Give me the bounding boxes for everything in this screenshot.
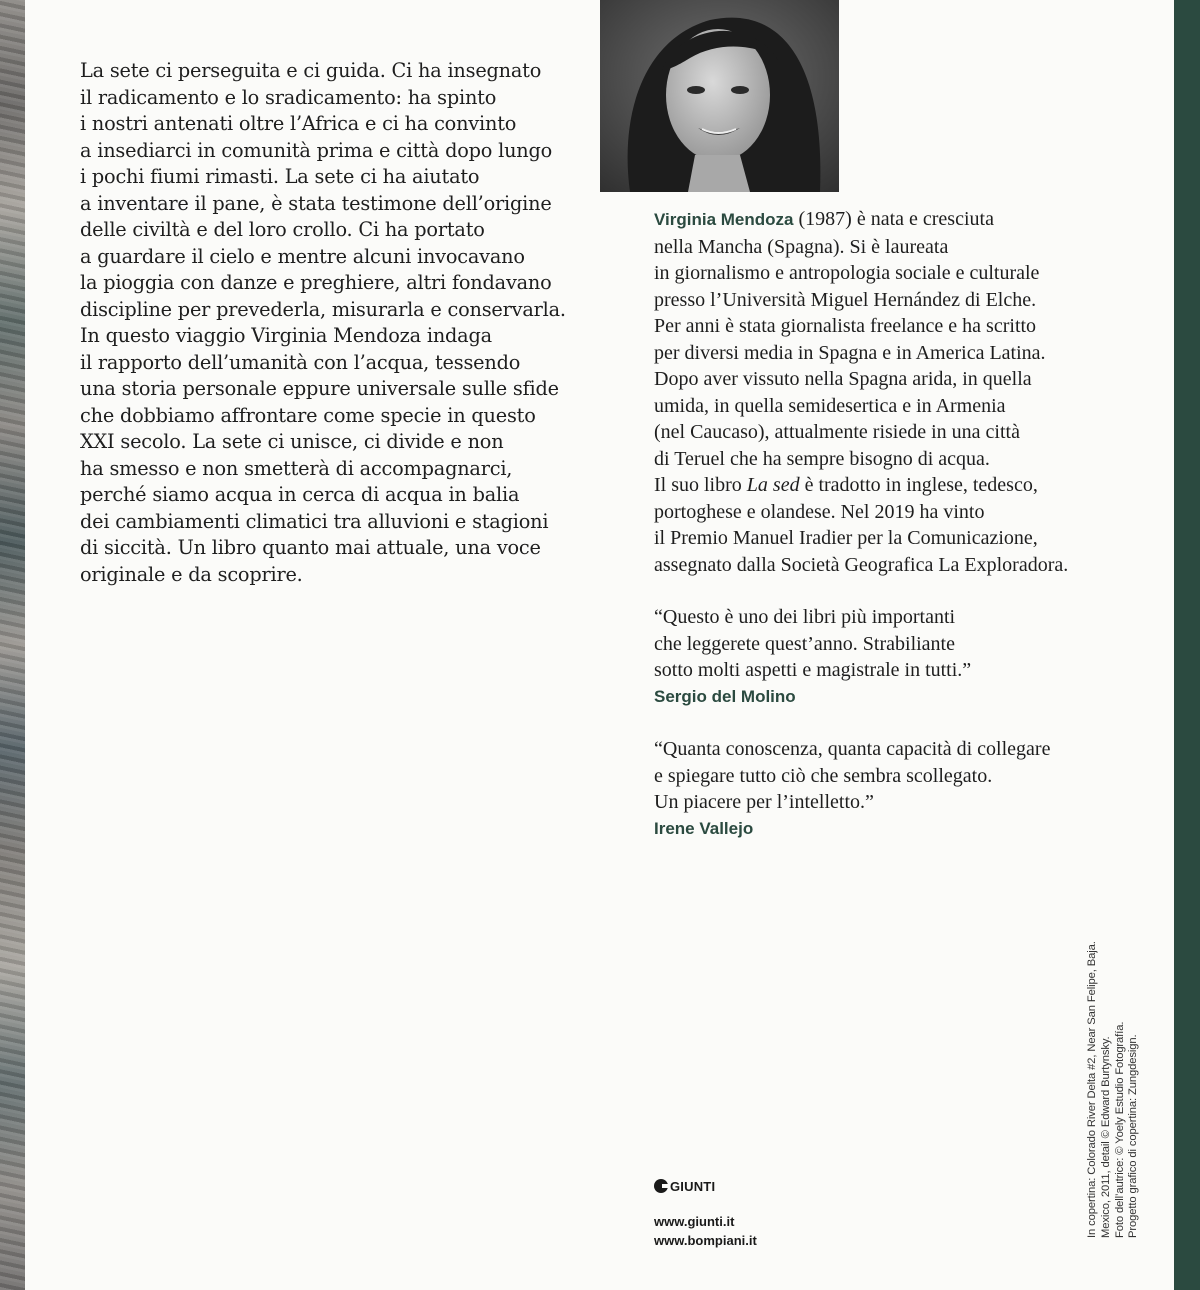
spine-edge: [1174, 0, 1200, 1290]
blurb-line: In questo viaggio Virginia Mendoza indaga: [80, 324, 492, 347]
bio-line: umida, in quella semidesertica e in Armenia: [654, 394, 1006, 417]
bio-line: portoghese e olandese. Nel 2019 ha vinto: [654, 500, 985, 523]
blurb-line: i nostri antenati oltre l’Africa e ci ha convinto: [80, 112, 517, 135]
blurb-line: originale e da scoprire.: [80, 562, 303, 586]
blurb-line: i pochi fiumi rimasti. La sete ci ha aiutato: [80, 165, 480, 188]
bio-line: Per anni è stata giornalista freelance e ha scritto: [654, 315, 1037, 337]
bio-line-rest: (1987) è nata e cresciuta: [793, 208, 994, 230]
credit-line: In copertina: Colorado River Delta #2, Near San Felipe, Baja.: [1086, 941, 1098, 1238]
blurb-line: delle civiltà e del loro crollo. Ci ha portato: [80, 218, 485, 241]
blurb-line: a insediarci in comunità prima e città dopo lungo: [80, 138, 553, 162]
review-quote: [654, 604, 1154, 710]
cover-photo-edge: [0, 0, 25, 1290]
book-line-post: è tradotto in inglese, tedesco,: [799, 474, 1038, 496]
blurb-line: discipline per prevederla, misurarla e conservarla.: [80, 297, 566, 321]
blurb-line: una storia personale eppure universale sulle sfide: [80, 377, 559, 400]
blurb-line: la pioggia con danze e preghiere, altri fondavano: [80, 271, 552, 294]
bio-line: nella Mancha (Spagna). Si è laureata: [654, 235, 949, 258]
credit-line: Progetto grafico di copertina: Zungdesign.: [1127, 1034, 1140, 1238]
book-line-pre: Il suo libro: [654, 474, 747, 496]
publisher-logo-text: GIUNTI: [670, 1178, 716, 1194]
publisher-url-link[interactable]: www.bompiani.it: [654, 1233, 757, 1248]
blurb-line: che dobbiamo affrontare come specie in questo: [80, 403, 536, 427]
quote-line: che leggerete quest’anno. Strabiliante: [654, 632, 955, 655]
quote-line: e spiegare tutto ciò che sembra scollegato.: [654, 764, 993, 787]
bio-line: (nel Caucaso), attualmente risiede in una città: [654, 421, 1020, 443]
author-photo: [600, 0, 839, 192]
blurb-line: a guardare il cielo e mentre alcuni invocavano: [80, 244, 525, 268]
quote-author: Irene Vallejo: [654, 818, 754, 838]
review-quote: [654, 736, 1154, 842]
cover-credits: [1086, 938, 1141, 1238]
author-name: Virginia Mendoza: [654, 210, 794, 229]
quote-line: “Quanta conoscenza, quanta capacità di collegare: [654, 738, 1051, 760]
quote-author: Sergio del Molino: [654, 686, 796, 706]
blurb-line: La sete ci perseguita e ci guida. Ci ha insegnato: [80, 59, 542, 82]
bio-line: [654, 472, 1154, 499]
author-portrait-image: [600, 0, 839, 192]
bio-line: in giornalismo e antropologia sociale e culturale: [654, 262, 1040, 284]
bio-line: di Teruel che ha sempre bisogno di acqua.: [654, 447, 990, 470]
blurb-line: di siccità. Un libro quanto mai attuale, una voce: [80, 536, 541, 559]
credit-line: Foto dell’autrice: © Yoely Estudio Fotografía.: [1113, 1021, 1126, 1238]
blurb-text: [80, 58, 570, 588]
bio-line: il Premio Manuel Iradier per la Comunicazione,: [654, 527, 1038, 549]
blurb-line: XXI secolo. La sete ci unisce, ci divide e non: [80, 430, 504, 453]
blurb-line: a inventare il pane, è stata testimone dell’origine: [80, 191, 552, 215]
blurb-line: il radicamento e lo sradicamento: ha spinto: [80, 85, 497, 109]
blurb-line: perché siamo acqua in cerca di acqua in balia: [80, 483, 520, 506]
quote-line: sotto molti aspetti e magistrale in tutti.”: [654, 659, 972, 681]
blurb-line: ha smesso e non smetterà di accompagnarci,: [80, 456, 513, 480]
giunti-g-logo-icon: [654, 1179, 668, 1193]
publisher-url-link[interactable]: www.giunti.it: [654, 1214, 735, 1229]
publisher-logo: [654, 1176, 757, 1196]
quote-line: Un piacere per l’intelletto.”: [654, 791, 874, 813]
quote-line: “Questo è uno dei libri più importanti: [654, 606, 956, 628]
credit-line: Mexico, 2011, detail © Edward Burtynsky.: [1099, 1036, 1112, 1238]
bio-line: [654, 206, 1154, 234]
publisher-urls: [654, 1212, 757, 1250]
bio-line: Dopo aver vissuto nella Spagna arida, in quella: [654, 368, 1032, 390]
blurb-line: il rapporto dell’umanità con l’acqua, tessendo: [80, 350, 521, 374]
author-bio: [654, 206, 1154, 578]
publisher-block: [654, 1176, 757, 1250]
blurb-line: dei cambiamenti climatici tra alluvioni e stagioni: [80, 509, 549, 533]
bio-line: assegnato dalla Società Geografica La Exploradora.: [654, 553, 1069, 576]
book-title: La sed: [746, 474, 800, 496]
bio-line: presso l’Università Miguel Hernández di Elche.: [654, 288, 1037, 311]
bio-line: per diversi media in Spagna e in America Latina.: [654, 341, 1046, 364]
